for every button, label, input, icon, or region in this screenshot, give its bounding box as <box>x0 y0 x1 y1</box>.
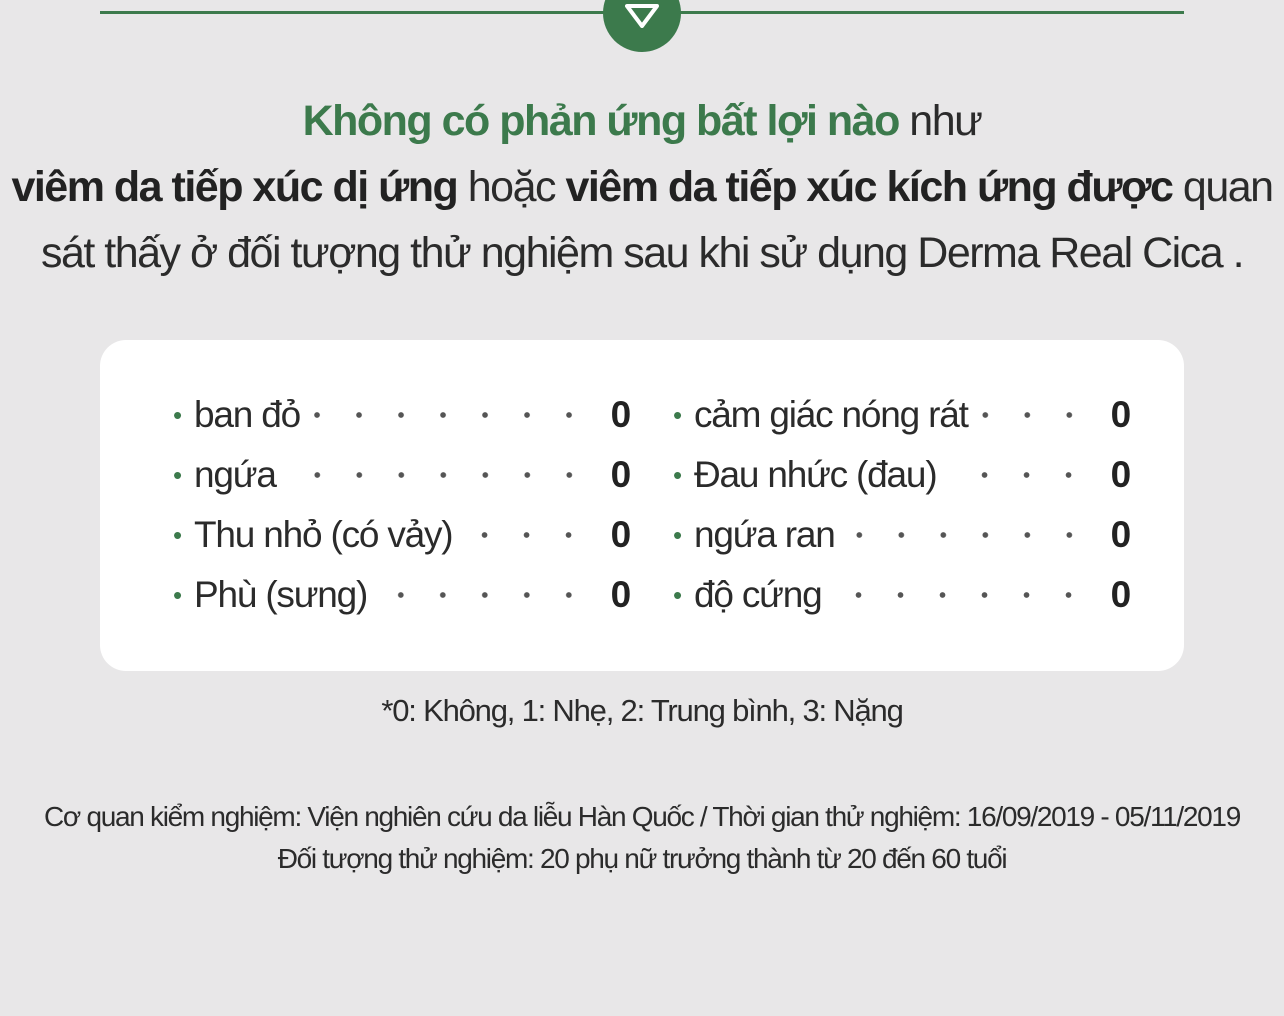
results-column-right <box>660 385 1130 625</box>
dotted-leader <box>381 591 590 599</box>
headline-bold-irritant: viêm da tiếp xúc kích ứng được <box>565 163 1173 211</box>
headline-text: quan <box>1172 163 1273 211</box>
symptom-score: 0 <box>610 514 630 555</box>
symptom-label: ngứa ran <box>694 514 835 555</box>
dotted-leader <box>290 471 590 479</box>
dotted-leader <box>950 471 1090 479</box>
chevron-down-icon <box>625 4 659 28</box>
headline-text: hoặc <box>457 163 566 211</box>
bullet-icon: • <box>173 519 181 550</box>
dotted-leader <box>466 531 590 539</box>
dotted-leader <box>835 591 1090 599</box>
symptom-score: 0 <box>1110 394 1130 435</box>
dotted-leader <box>982 411 1090 419</box>
bullet-icon: • <box>673 579 681 610</box>
bullet-icon: • <box>673 519 681 550</box>
headline-bold-allergic: viêm da tiếp xúc dị ứng <box>11 163 458 211</box>
symptom-label: ban đỏ <box>194 394 300 435</box>
headline-line-3: sát thấy ở đối tượng thử nghiệm sau khi sử dụng Derma Real Cica . <box>40 229 1244 277</box>
symptom-label: độ cứng <box>694 574 822 615</box>
result-row <box>660 505 1130 565</box>
symptom-score: 0 <box>1110 454 1130 495</box>
headline-line-1 <box>0 88 1284 154</box>
divider-badge <box>603 0 681 52</box>
symptom-label: Thu nhỏ (có vảy) <box>194 514 453 555</box>
bullet-icon: • <box>173 399 181 430</box>
result-row <box>160 445 630 505</box>
symptom-label: Đau nhức (đau) <box>694 454 937 495</box>
symptom-label: Phù (sưng) <box>194 574 368 615</box>
symptom-score: 0 <box>1110 514 1130 555</box>
result-row <box>660 445 1130 505</box>
symptom-score: 0 <box>1110 574 1130 615</box>
source-info <box>0 796 1284 880</box>
bullet-icon: • <box>673 459 681 490</box>
source-line-subjects: Đối tượng thử nghiệm: 20 phụ nữ trưởng thành từ 20 đến 60 tuổi <box>277 843 1007 874</box>
result-row <box>660 565 1130 625</box>
headline <box>0 88 1284 286</box>
result-row <box>160 565 630 625</box>
headline-highlight: Không có phản ứng bất lợi nào <box>302 97 899 145</box>
bullet-icon: • <box>173 459 181 490</box>
result-row <box>160 505 630 565</box>
symptom-label: cảm giác nóng rát <box>694 394 968 435</box>
symptom-label: ngứa <box>194 454 276 495</box>
scale-note: *0: Không, 1: Nhẹ, 2: Trung bình, 3: Nặng <box>381 693 903 728</box>
headline-line-2 <box>0 154 1284 220</box>
bullet-icon: • <box>673 399 681 430</box>
dotted-leader <box>314 411 590 419</box>
dotted-leader <box>849 531 1090 539</box>
symptom-score: 0 <box>610 454 630 495</box>
symptom-score: 0 <box>610 394 630 435</box>
result-row <box>660 385 1130 445</box>
result-row <box>160 385 630 445</box>
bullet-icon: • <box>173 579 181 610</box>
source-line-testing-body: Cơ quan kiểm nghiệm: Viện nghiên cứu da liễu Hàn Quốc / Thời gian thử nghiệm: 16/09/2019 - 05/11/2019 <box>44 801 1240 832</box>
headline-text: như <box>898 97 982 145</box>
results-column-left <box>160 385 630 625</box>
symptom-score: 0 <box>610 574 630 615</box>
